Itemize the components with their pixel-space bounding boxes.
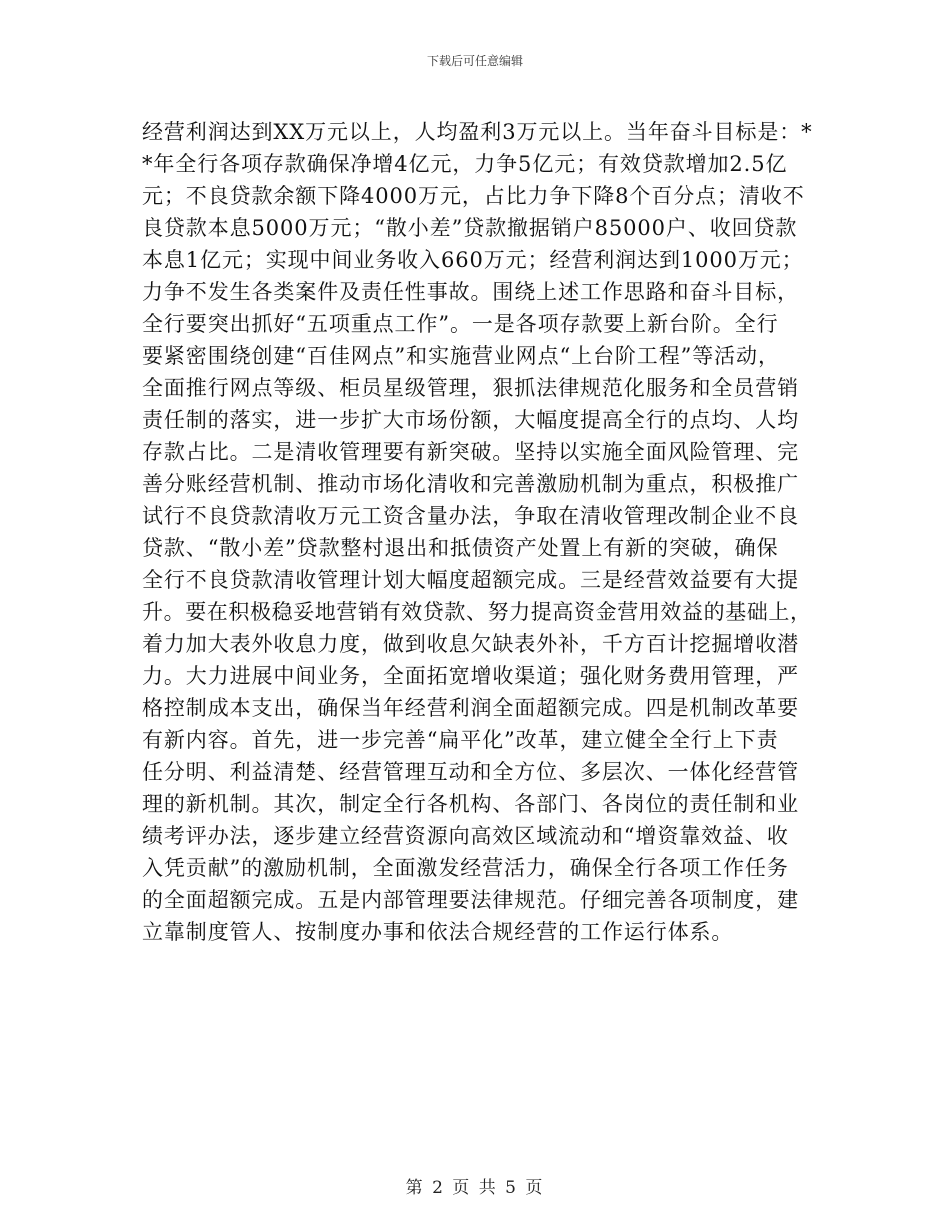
- text-line: 升。要在积极稳妥地营销有效贷款、努力提高资金营用效益的基础上，: [142, 600, 812, 624]
- text-line: 着力加大表外收息力度，做到收息欠缺表外补，千方百计挖掘增收潜: [142, 632, 799, 656]
- text-line: 格控制成本支出，确保当年经营利润全面超额完成。四是机制改革要: [142, 696, 799, 720]
- text-line: 任分明、利益清楚、经营管理互动和全方位、多层次、一体化经营管: [142, 760, 799, 784]
- text-line: 入凭贡献”的激励机制，全面激发经营活力，确保全行各项工作任务: [142, 856, 789, 880]
- text-line: 立靠制度管人、按制度办事和依法合规经营的工作运行体系。: [142, 920, 734, 944]
- page-header-note: 下载后可任意编辑: [426, 54, 523, 68]
- text-line: 良贷款本息5000万元；“散小差”贷款撤据销户85000户、收回贷款: [142, 216, 798, 240]
- text-line: 理的新机制。其次，制定全行各机构、各部门、各岗位的责任制和业: [142, 792, 799, 816]
- text-line: 力争不发生各类案件及责任性事故。围绕上述工作思路和奋斗目标，: [142, 280, 799, 304]
- text-line: 有新内容。首先，进一步完善“扁平化”改革，建立健全全行上下责: [142, 728, 779, 752]
- text-line: 绩考评办法，逐步建立经营资源向高效区域流动和“增资靠效益、收: [142, 824, 789, 848]
- text-line: 贷款、“散小差”贷款整村退出和抵债资产处置上有新的突破，确保: [142, 536, 779, 560]
- text-line: 责任制的落实，进一步扩大市场份额，大幅度提高全行的点均、人均: [142, 408, 799, 432]
- text-line: 全面推行网点等级、柜员星级管理，狠抓法律规范化服务和全员营销: [142, 376, 799, 400]
- text-line: *年全行各项存款确保净增4亿元，力争5亿元；有效贷款增加2.5亿: [142, 152, 788, 176]
- text-line: 存款占比。二是清收管理要有新突破。坚持以实施全面风险管理、完: [142, 440, 799, 464]
- text-line: 本息1亿元；实现中间业务收入660万元；经营利润达到1000万元；: [142, 248, 804, 272]
- text-line: 试行不良贷款清收万元工资含量办法，争取在清收管理改制企业不良: [142, 504, 799, 528]
- text-line: 经营利润达到XX万元以上，人均盈利3万元以上。当年奋斗目标是：*: [142, 120, 813, 144]
- document-body: [142, 116, 814, 948]
- text-line: 的全面超额完成。五是内部管理要法律规范。仔细完善各项制度，建: [142, 888, 799, 912]
- text-line: 要紧密围绕创建“百佳网点”和实施营业网点“上台阶工程”等活动，: [142, 344, 780, 368]
- text-line: 元；不良贷款余额下降4000万元，占比力争下降8个百分点；清收不: [142, 184, 805, 208]
- page-number-footer: 第 2 页 共 5 页: [405, 1178, 545, 1198]
- text-line: 力。大力进展中间业务，全面拓宽增收渠道；强化财务费用管理，严: [142, 664, 799, 688]
- text-line: 善分账经营机制、推动市场化清收和完善激励机制为重点，积极推广: [142, 472, 799, 496]
- text-line: 全行不良贷款清收管理计划大幅度超额完成。三是经营效益要有大提: [142, 568, 799, 592]
- text-line: 全行要突出抓好“五项重点工作”。一是各项存款要上新台阶。全行: [142, 312, 779, 336]
